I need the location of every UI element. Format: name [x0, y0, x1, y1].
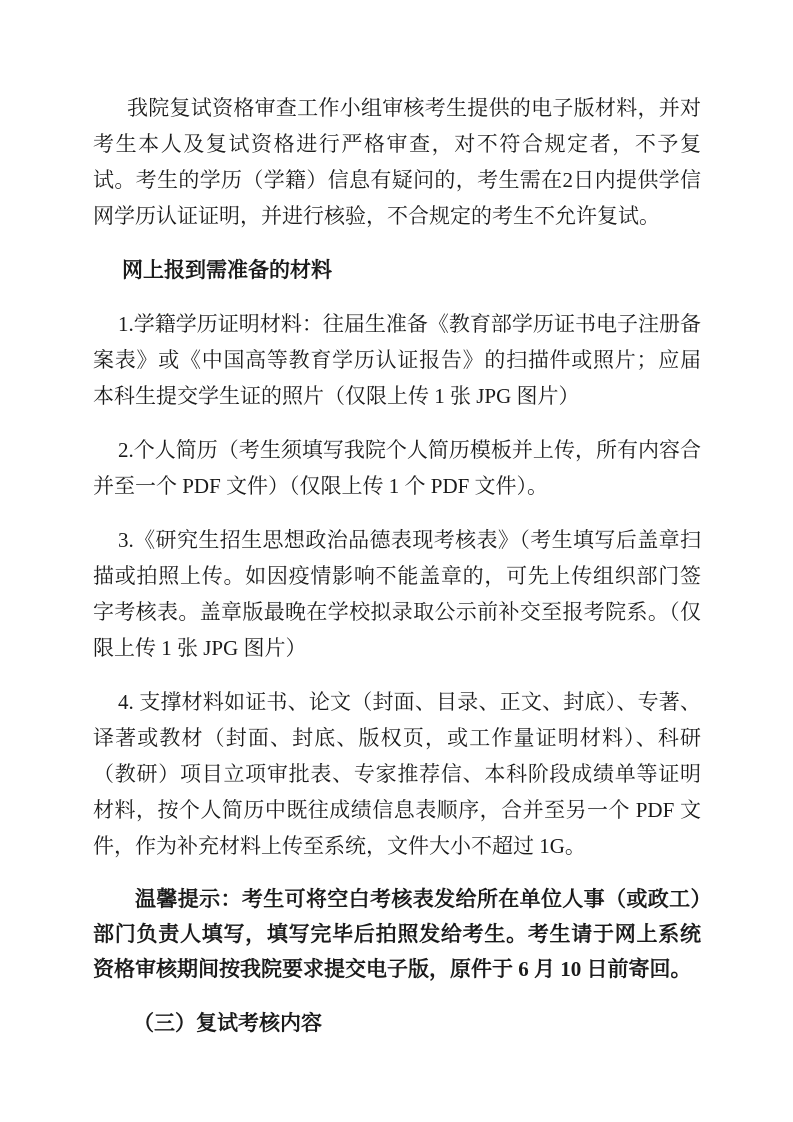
- heading-section-3-assessment-content: （三）复试考核内容: [133, 1011, 322, 1035]
- heading-online-registration-materials: 网上报到需准备的材料: [122, 258, 332, 282]
- item-3-political-assessment-form: 3.《研究生招生思想政治品德表现考核表》（考生填写后盖章扫描或拍照上传。如因疫情影响不能盖章的，可先上传组织部门签字考核表。盖章版最晚在学校拟录取公示前补交至报考院系。（仅限上传 1 张 JPG 图片）: [93, 528, 701, 660]
- item-2-personal-resume: 2.个人简历（考生须填写我院个人简历模板并上传，所有内容合并至一个 PDF 文件）（仅限上传 1 个 PDF 文件）。: [93, 438, 701, 498]
- paragraph-review-intro: 我院复试资格审查工作小组审核考生提供的电子版材料，并对考生本人及复试资格进行严格审查，对不符合规定者，不予复试。考生的学历（学籍）信息有疑问的，考生需在2日内提供学信网学历认证证明，并进行核验，不合规定的考生不允许复试。: [93, 96, 701, 228]
- paragraph-warm-reminder: 温馨提示：考生可将空白考核表发给所在单位人事（或政工）部门负责人填写，填写完毕后拍照发给考生。考生请于网上系统资格审核期间按我院要求提交电子版，原件于 6 月 10 日前寄回。: [93, 887, 701, 981]
- item-4-supporting-materials: 4. 支撑材料如证书、论文（封面、目录、正文、封底）、专著、译著或教材（封面、封底、版权页，或工作量证明材料）、科研（教研）项目立项审批表、专家推荐信、本科阶段成绩单等证明材料，按个人简历中既往成绩信息表顺序，合并至另一个 PDF 文件，作为补充材料上传至系统，文件大小不超过 1G。: [93, 690, 701, 858]
- item-1-academic-certificates: 1.学籍学历证明材料：往届生准备《教育部学历证书电子注册备案表》或《中国高等教育学历认证报告》的扫描件或照片；应届本科生提交学生证的照片（仅限上传 1 张 JPG 图片）: [93, 312, 701, 408]
